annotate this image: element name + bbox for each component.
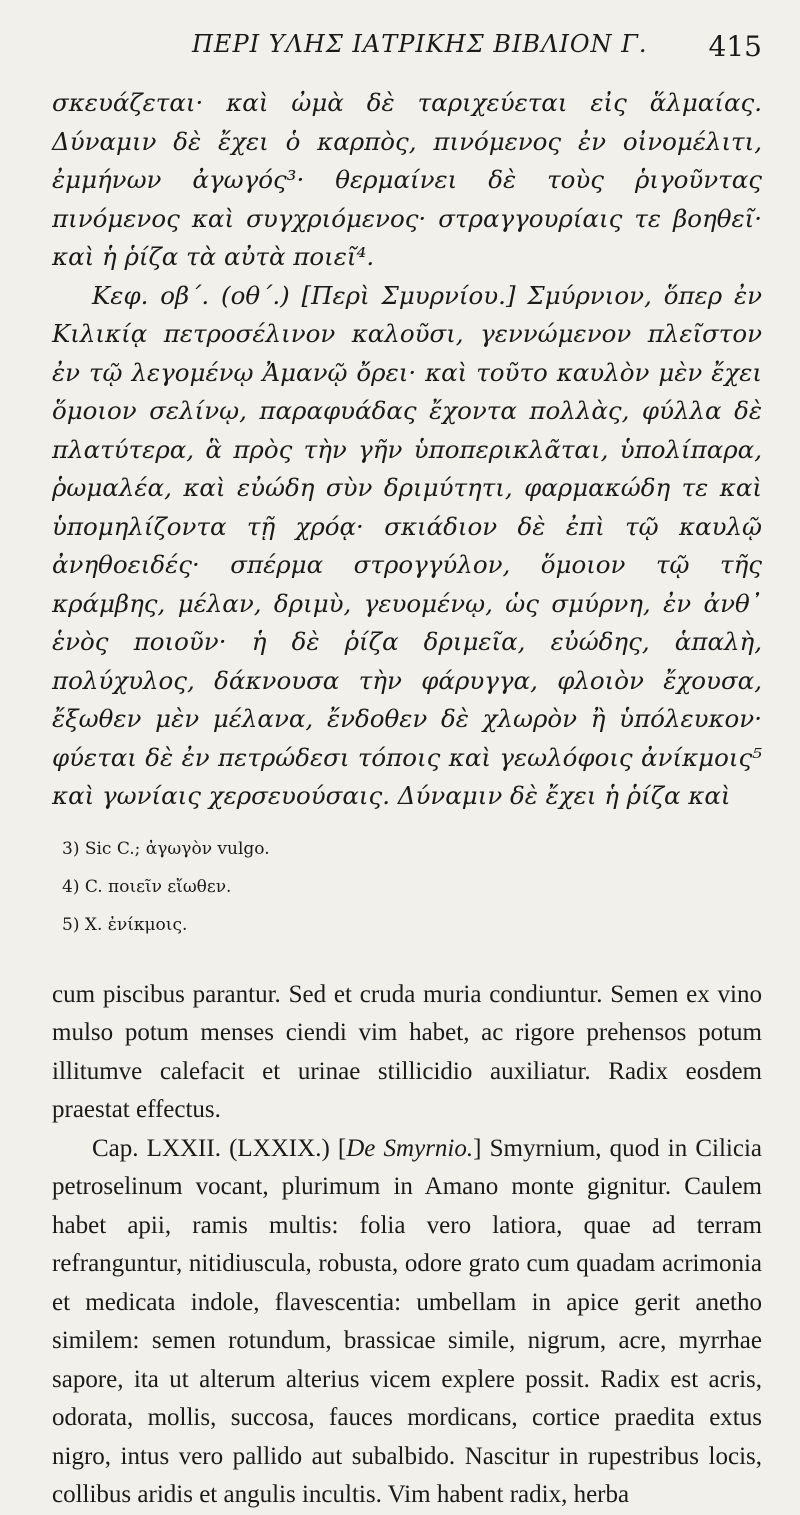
- greek-paragraph-2: Κεφ. οβ΄. (οθ΄.) [Περὶ Σμυρνίου.] Σμύρνιον, ὅπερ ἐν Κιλικίᾳ πετροσέλινον καλοῦσι, γεννώμενον πλεῖστον ἐν τῷ λεγομένῳ Ἀμανῷ ὄρει· καὶ τοῦτο καυλὸν μὲν ἔχει ὅμοιον σελίνῳ, παραφυάδας ἔχοντα πολλὰς, φύλλα δὲ πλατύτερα, ἃ πρὸς τὴν γῆν ὑποπερικλᾶται, ὑπολίπαρα, ῥωμαλέα, καὶ εὐώδη σὺν δριμύτητι, φαρμακώδη τε καὶ ὑπομηλίζοντα τῇ χρόᾳ· σκιάδιον δὲ ἐπὶ τῷ καυλῷ ἀνηθοειδές· σπέρμα στρογγύλον, ὅμοιον τῷ τῆς κράμβης, μέλαν, δριμὺ, γευομένῳ, ὡς σμύρνη, ἐν ἀνθ᾽ ἑνὸς ποιοῦν· ἡ δὲ ῥίζα δριμεῖα, εὐώδης, ἁπαλὴ, πολύχυλος, δάκνουσα τὴν φάρυγγα, φλοιὸν ἔχουσα, ἔξωθεν μὲν μέλανα, ἔνδοθεν δὲ χλωρὸν ἢ ὑπόλευκον· φύεται δὲ ἐν πετρώδεσι τόποις καὶ γεωλόφοις ἀνίκμοις⁵ καὶ γωνίαις χερσευούσαις. Δύναμιν δὲ ἔχει ἡ ῥίζα καὶ: [52, 280, 762, 810]
- latin-text-block: [52, 976, 762, 1515]
- greek-text-block: [52, 84, 762, 816]
- latin-paragraph-2: Smyrnium, quod in Cilicia petroselinum vocant, plurimum in Amano monte gignitur. Caulem habet apii, ramis multis: folia vero latiora, quae ad terram refranguntur, nitidiuscula, robusta, odore grato cum quadam acrimonia et medicata indole, flavescentia: umbellam in apice gerit anetho similem: semen rotundum, brassicae simile, nigrum, acre, myrrhae sapore, ita ut alterum alterius vicem explere possit. Radix est acris, odorata, mollis, succosa, fauces mordicans, cortice praedita extus nigro, intus vero pallido aut subalbido. Nascitur in rupestribus locis, collibus aridis et angulis incultis. Vim habent radix, herba: [52, 1134, 762, 1508]
- chapter-label: Cap. LXXII. (LXXIX.): [92, 1134, 330, 1162]
- page-number: 415: [708, 30, 762, 63]
- greek-paragraph-1: σκευάζεται· καὶ ὠμὰ δὲ ταριχεύεται εἰς ἅλμαίας. Δύναμιν δὲ ἔχει ὁ καρπὸς, πινόμενος ἐν οἰνομέλιτι, ἐμμήνων ἀγωγός³· θερμαίνει δὲ τοὺς ῥιγοῦντας πινόμενος καὶ συγχριόμενος· στραγγουρίαις τε βοηθεῖ· καὶ ἡ ῥίζα τὰ αὐτὰ ποιεῖ⁴.: [52, 88, 762, 271]
- footnote-3: 3) Sic C.; ἀγωγὸν vulgo.: [62, 838, 270, 859]
- latin-chapter-paragraph: Cap. LXXII. (LXXIX.) [De Smyrnio.] Smyrnium, quod in Cilicia petroselinum vocant, plurimum in Amano monte gignitur. Caulem habet apii, ramis multis: folia vero latiora, quae ad terram refranguntur, nitidiuscula, robusta, odore grato cum quadam acrimonia et medicata indole, flavescentia: umbellam in apice gerit anetho similem: semen rotundum, brassicae simile, nigrum, acre, myrrhae sapore, ita ut alterum alterius vicem explere possit. Radix est acris, odorata, mollis, succosa, fauces mordicans, cortice praedita extus nigro, intus vero pallido aut subalbido. Nascitur in rupestribus locis, collibus aridis et angulis incultis. Vim habent radix, herba: [52, 1134, 762, 1508]
- chapter-title: De Smyrnio.: [346, 1134, 474, 1162]
- footnote-5: 5) X. ἐνίκμοις.: [62, 914, 188, 935]
- footnote-4: 4) C. ποιεῖν εἴωθεν.: [62, 876, 232, 897]
- page-header: [52, 0, 762, 84]
- running-title: ΠΕΡΙ ΥΛΗΣ ΙΑΤΡΙΚΗΣ ΒΙΒΛΙΟΝ Γ.: [192, 30, 648, 58]
- latin-paragraph-1: cum piscibus parantur. Sed et cruda muria condiuntur. Semen ex vino mulso potum menses ciendi vim habet, ac rigore prehensos potum illitumve calefacit et urinae stillicidio auxiliatur. Radix eosdem praestat effectus.: [52, 980, 762, 1123]
- footnotes: [52, 832, 762, 942]
